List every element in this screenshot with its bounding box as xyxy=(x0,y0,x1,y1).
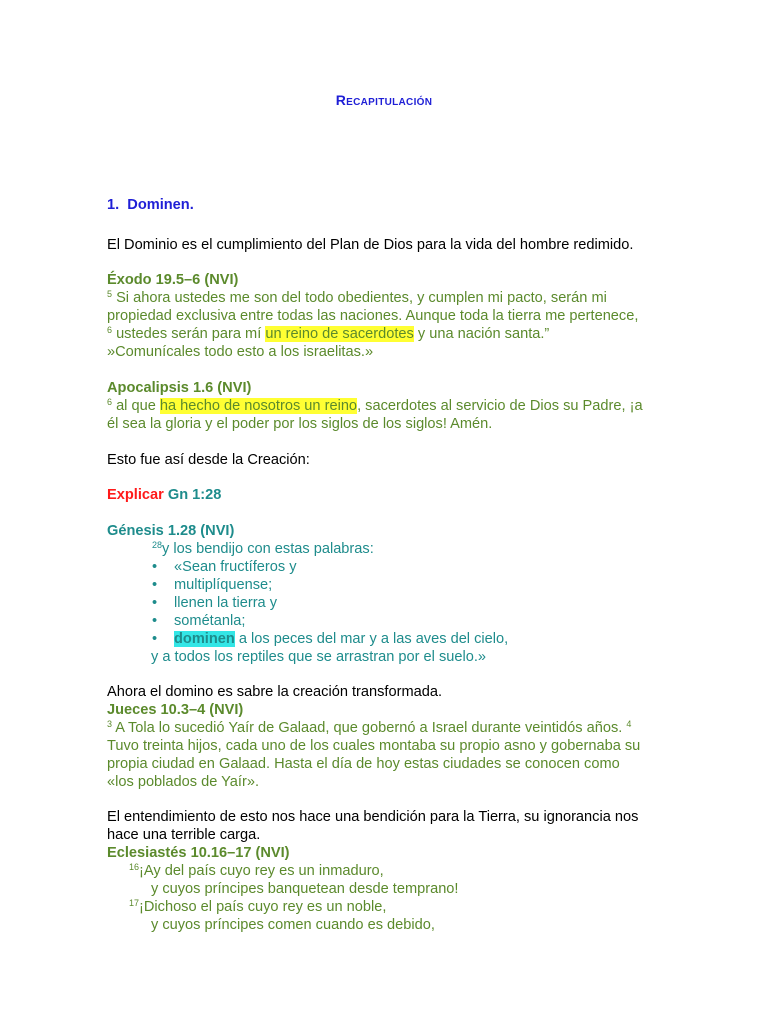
explicar-label: Explicar xyxy=(107,487,164,503)
creacion-paragraph: Esto fue así desde la Creación: xyxy=(107,452,310,468)
apocalipsis-line: $^6$ al que ha hecho de nosotros un reino, sacerdotes al servicio de Dios su Padre, ¡a xyxy=(107,397,643,414)
section-heading xyxy=(107,196,667,214)
explicar-line xyxy=(107,486,667,504)
jueces-reference: Jueces 10.3–4 (NVI) xyxy=(107,702,244,718)
entendimiento-paragraph: El entendimiento de esto nos hace una bendición para la Tierra, su ignorancia nos hace una terrible carga. xyxy=(107,809,639,843)
bullet-icon: • xyxy=(152,613,158,629)
eclesiastes-line: $^{16}$¡Ay del país cuyo rey es un inmaduro, xyxy=(129,862,384,879)
verse-number: 6 xyxy=(107,397,113,407)
exodo-reference: Éxodo 19.5–6 (NVI) xyxy=(107,272,239,288)
highlighted-text: dominen xyxy=(174,631,235,647)
genesis-intro: $^{28}$y los bendijo con estas palabras: xyxy=(152,540,374,557)
verse-number: 17 xyxy=(129,898,140,908)
page-title: Recapitulación xyxy=(335,92,433,108)
highlighted-text: ha hecho de nosotros un reino xyxy=(159,398,358,414)
verse-number: 5 xyxy=(107,289,113,299)
bullet-icon: • xyxy=(152,631,158,647)
list-item: • dominen a los peces del mar y a las aves del cielo, xyxy=(152,631,509,647)
apocalipsis-reference: Apocalipsis 1.6 (NVI) xyxy=(107,380,252,396)
verse-number: 6 xyxy=(107,325,113,335)
eclesiastes-line: $^{17}$¡Dichoso el país cuyo rey es un noble, xyxy=(129,898,387,915)
apocalipsis-line: él sea la gloria y el poder por los siglos de los siglos! Amén. xyxy=(107,416,493,432)
eclesiastes-line: y cuyos príncipes comen cuando es debido, xyxy=(151,917,435,933)
jueces-line: «los poblados de Yaír». xyxy=(107,774,259,790)
intro-paragraph: El Dominio es el cumplimiento del Plan de Dios para la vida del hombre redimido. xyxy=(107,237,634,253)
verse-number: 3 xyxy=(107,719,113,729)
exodo-line: propiedad exclusiva entre todas las naciones. Aunque toda la tierra me pertenece, xyxy=(107,308,639,324)
exodo-line: $^5$ Si ahora ustedes me son del todo obedientes, y cumplen mi pacto, serán mi xyxy=(107,289,607,306)
genesis-bullet-list xyxy=(107,558,667,648)
list-item: • «Sean fructíferos y xyxy=(152,559,297,575)
exodo-line: »Comunícales todo esto a los israelitas.» xyxy=(107,344,374,360)
bullet-icon: • xyxy=(152,577,158,593)
eclesiastes-passage xyxy=(107,844,667,934)
explicar-reference: Gn 1:28 xyxy=(167,487,222,503)
exodo-line: $^6$ ustedes serán para mí un reino de sacerdotes y una nación santa.” xyxy=(107,325,550,342)
verse-number: 4 xyxy=(626,719,632,729)
verse-number: 16 xyxy=(129,862,140,872)
jueces-passage xyxy=(107,701,667,791)
section-number: 1. xyxy=(107,197,120,213)
exodo-passage xyxy=(107,271,667,361)
jueces-line: $^3$ A Tola lo sucedió Yaír de Galaad, que gobernó a Israel durante veintidós años. $^4$ xyxy=(107,719,632,736)
bullet-icon: • xyxy=(152,595,158,611)
genesis-closing: y a todos los reptiles que se arrastran por el suelo.» xyxy=(151,649,487,665)
section-title: Dominen. xyxy=(127,197,194,213)
dominio-paragraph: Ahora el domino es sabre la creación transformada. xyxy=(107,684,443,700)
genesis-passage xyxy=(107,522,667,666)
eclesiastes-reference: Eclesiastés 10.16–17 (NVI) xyxy=(107,845,290,861)
apocalipsis-passage xyxy=(107,379,667,433)
verse-number: 28 xyxy=(152,540,163,550)
jueces-line: Tuvo treinta hijos, cada uno de los cuales montaba su propio asno y gobernaba su xyxy=(107,738,641,754)
jueces-line: propia ciudad en Galaad. Hasta el día de hoy estas ciudades se conocen como xyxy=(107,756,620,772)
bullet-icon: • xyxy=(152,559,158,575)
genesis-reference: Génesis 1.28 (NVI) xyxy=(107,523,235,539)
list-item: • llenen la tierra y xyxy=(152,595,278,611)
eclesiastes-line: y cuyos príncipes banquetean desde temprano! xyxy=(151,881,459,897)
list-item: • multiplíquense; xyxy=(152,577,273,593)
list-item: • sométanla; xyxy=(152,613,246,629)
highlighted-text: un reino de sacerdotes xyxy=(265,326,414,342)
